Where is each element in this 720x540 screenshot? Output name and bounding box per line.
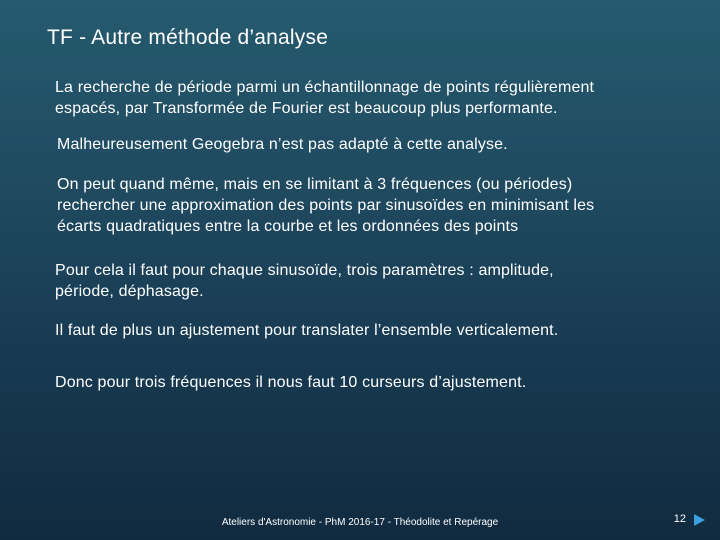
page-number: 12 (673, 513, 686, 525)
paragraph-sinusoids: On peut quand même, mais en se limitant à 3 fréquences (ou périodes) rechercher une approximation des points par sinusoïdes en minimisant les écarts quadratiques entre la courbe et les ordonnées des points (57, 176, 595, 235)
play-arrow-icon[interactable] (693, 514, 705, 526)
paragraph-fourier: La recherche de période parmi un échantillonnage de points régulièrement espacés, par Transformée de Fourier est beaucoup plus performante. (55, 79, 595, 117)
paragraph-geogebra: Malheureusement Geogebra n’est pas adapté à cette analyse. (57, 136, 508, 153)
paragraph-parameters: Pour cela il faut pour chaque sinusoïde, trois paramètres : amplitude, période, déphasage. (55, 262, 554, 300)
paragraph-sliders: Donc pour trois fréquences il nous faut 10 curseurs d’ajustement. (55, 374, 527, 391)
slide-title: TF - Autre méthode d’analyse (47, 26, 329, 49)
paragraph-vertical-adjust: Il faut de plus un ajustement pour translater l’ensemble verticalement. (55, 322, 559, 339)
slide-footer: Ateliers d'Astronomie - PhM 2016-17 - Théodolite et Repérage (221, 517, 499, 528)
